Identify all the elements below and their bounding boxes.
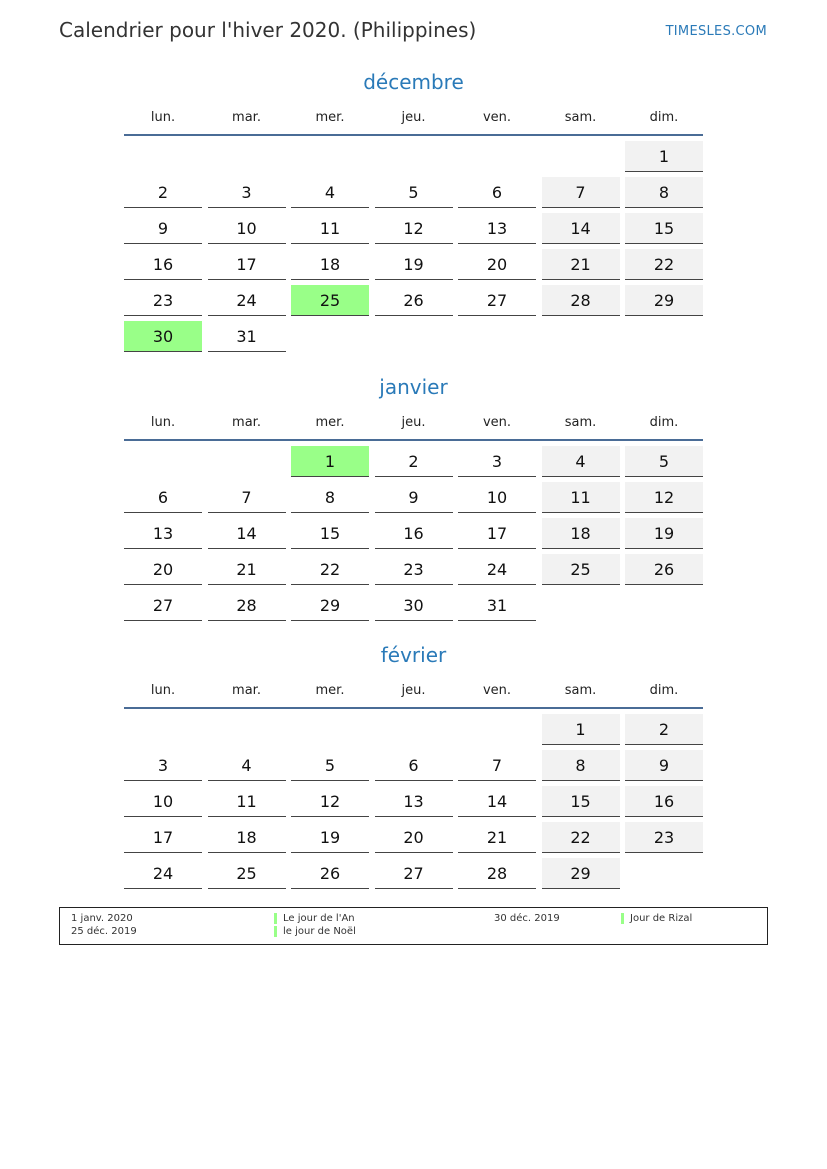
day-cell: 17: [124, 822, 202, 853]
week-row: [124, 786, 703, 822]
weekday-label: sam.: [564, 414, 597, 430]
day-cell: 25: [542, 554, 620, 585]
week-row: [124, 482, 703, 518]
empty-cell: [542, 141, 620, 171]
holiday-day-cell: 25: [291, 285, 369, 316]
day-cell: 10: [458, 482, 536, 513]
day-cell: 2: [124, 177, 202, 208]
day-cell: 12: [291, 786, 369, 817]
day-cell: 8: [625, 177, 703, 208]
day-cell: 20: [375, 822, 453, 853]
day-cell: 30: [375, 590, 453, 621]
day-cell: 5: [291, 750, 369, 781]
day-cell: 11: [208, 786, 286, 817]
weekday-label: jeu.: [401, 414, 426, 430]
day-cell: 18: [542, 518, 620, 549]
day-cell: 17: [458, 518, 536, 549]
day-cell: 12: [625, 482, 703, 513]
week-row: [124, 554, 703, 590]
week-row: [124, 141, 703, 177]
day-cell: 13: [458, 213, 536, 244]
week-row: [124, 750, 703, 786]
day-cell: 4: [542, 446, 620, 477]
day-cell: 20: [124, 554, 202, 585]
day-cell: 3: [208, 177, 286, 208]
day-cell: 14: [208, 518, 286, 549]
day-cell: 27: [375, 858, 453, 889]
month-january: [124, 373, 703, 626]
weekday-label: ven.: [482, 682, 512, 698]
empty-cell: [124, 446, 202, 476]
day-cell: 19: [625, 518, 703, 549]
day-cell: 6: [375, 750, 453, 781]
empty-cell: [375, 141, 453, 171]
day-cell: 16: [625, 786, 703, 817]
day-cell: 21: [542, 249, 620, 280]
day-cell: 3: [458, 446, 536, 477]
week-row: [124, 518, 703, 554]
legend-holiday-name: Le jour de l'An: [274, 913, 355, 924]
empty-cell: [291, 714, 369, 744]
weekday-label: lun.: [150, 414, 176, 430]
month-grid: [124, 441, 703, 626]
day-cell: 6: [124, 482, 202, 513]
weekday-label: mer.: [315, 682, 345, 698]
weekday-header: [124, 673, 703, 709]
month-grid: [124, 136, 703, 357]
month-february: [124, 641, 703, 894]
day-cell: 27: [458, 285, 536, 316]
weekday-label: mer.: [315, 414, 345, 430]
week-row: [124, 285, 703, 321]
day-cell: 4: [291, 177, 369, 208]
day-cell: 11: [542, 482, 620, 513]
day-cell: 24: [124, 858, 202, 889]
day-cell: 28: [458, 858, 536, 889]
day-cell: 12: [375, 213, 453, 244]
day-cell: 13: [124, 518, 202, 549]
week-row: [124, 321, 703, 357]
day-cell: 25: [208, 858, 286, 889]
day-cell: 22: [542, 822, 620, 853]
day-cell: 9: [375, 482, 453, 513]
day-cell: 8: [291, 482, 369, 513]
day-cell: 16: [375, 518, 453, 549]
month-title: janvier: [379, 375, 448, 399]
day-cell: 3: [124, 750, 202, 781]
legend-date: 30 déc. 2019: [494, 913, 560, 924]
day-cell: 23: [625, 822, 703, 853]
day-cell: 13: [375, 786, 453, 817]
legend-date: 1 janv. 2020: [71, 913, 133, 924]
week-row: [124, 714, 703, 750]
day-cell: 7: [542, 177, 620, 208]
week-row: [124, 177, 703, 213]
weekday-header: [124, 100, 703, 136]
empty-cell: [458, 141, 536, 171]
week-row: [124, 213, 703, 249]
day-cell: 22: [291, 554, 369, 585]
weekday-label: mer.: [315, 109, 345, 125]
day-cell: 16: [124, 249, 202, 280]
page-title: Calendrier pour l'hiver 2020. (Philippines): [59, 18, 477, 42]
day-cell: 24: [458, 554, 536, 585]
day-cell: 10: [208, 213, 286, 244]
holiday-legend: [59, 907, 768, 945]
day-cell: 20: [458, 249, 536, 280]
empty-cell: [208, 714, 286, 744]
weekday-label: dim.: [649, 414, 679, 430]
day-cell: 18: [208, 822, 286, 853]
day-cell: 11: [291, 213, 369, 244]
legend-holiday-name: le jour de Noël: [274, 926, 356, 937]
week-row: [124, 590, 703, 626]
weekday-label: mar.: [232, 109, 261, 125]
month-title: février: [380, 643, 447, 667]
day-cell: 22: [625, 249, 703, 280]
holiday-day-cell: 1: [291, 446, 369, 477]
day-cell: 8: [542, 750, 620, 781]
empty-cell: [124, 141, 202, 171]
day-cell: 7: [208, 482, 286, 513]
day-cell: 29: [542, 858, 620, 889]
empty-cell: [208, 141, 286, 171]
day-cell: 15: [291, 518, 369, 549]
day-cell: 1: [625, 141, 703, 172]
empty-cell: [458, 714, 536, 744]
legend-holiday-name: Jour de Rizal: [621, 913, 692, 924]
weekday-label: sam.: [564, 682, 597, 698]
day-cell: 31: [458, 590, 536, 621]
day-cell: 14: [542, 213, 620, 244]
day-cell: 2: [625, 714, 703, 745]
month-grid: [124, 709, 703, 894]
day-cell: 23: [124, 285, 202, 316]
weekday-label: ven.: [482, 414, 512, 430]
weekday-label: jeu.: [401, 682, 426, 698]
empty-cell: [291, 141, 369, 171]
day-cell: 10: [124, 786, 202, 817]
day-cell: 29: [625, 285, 703, 316]
day-cell: 1: [542, 714, 620, 745]
month-december: [124, 68, 703, 357]
day-cell: 9: [625, 750, 703, 781]
day-cell: 9: [124, 213, 202, 244]
day-cell: 15: [542, 786, 620, 817]
day-cell: 23: [375, 554, 453, 585]
day-cell: 17: [208, 249, 286, 280]
weekday-label: mar.: [232, 682, 261, 698]
empty-cell: [208, 446, 286, 476]
week-row: [124, 249, 703, 285]
day-cell: 28: [208, 590, 286, 621]
day-cell: 21: [458, 822, 536, 853]
weekday-label: dim.: [649, 109, 679, 125]
day-cell: 19: [375, 249, 453, 280]
weekday-label: lun.: [150, 682, 176, 698]
day-cell: 7: [458, 750, 536, 781]
weekday-label: mar.: [232, 414, 261, 430]
day-cell: 27: [124, 590, 202, 621]
day-cell: 21: [208, 554, 286, 585]
day-cell: 29: [291, 590, 369, 621]
day-cell: 26: [291, 858, 369, 889]
day-cell: 26: [375, 285, 453, 316]
weekday-header: [124, 405, 703, 441]
day-cell: 2: [375, 446, 453, 477]
weekday-label: jeu.: [401, 109, 426, 125]
week-row: [124, 822, 703, 858]
day-cell: 14: [458, 786, 536, 817]
weekday-label: ven.: [482, 109, 512, 125]
day-cell: 5: [375, 177, 453, 208]
legend-date: 25 déc. 2019: [71, 926, 137, 937]
week-row: [124, 858, 703, 894]
day-cell: 4: [208, 750, 286, 781]
weekday-label: dim.: [649, 682, 679, 698]
week-row: [124, 446, 703, 482]
day-cell: 31: [208, 321, 286, 352]
empty-cell: [124, 714, 202, 744]
weekday-label: sam.: [564, 109, 597, 125]
weekday-label: lun.: [150, 109, 176, 125]
day-cell: 6: [458, 177, 536, 208]
day-cell: 28: [542, 285, 620, 316]
empty-cell: [375, 714, 453, 744]
day-cell: 18: [291, 249, 369, 280]
day-cell: 26: [625, 554, 703, 585]
day-cell: 24: [208, 285, 286, 316]
holiday-day-cell: 30: [124, 321, 202, 352]
day-cell: 19: [291, 822, 369, 853]
month-title: décembre: [363, 70, 464, 94]
site-link[interactable]: TIMESLES.COM: [665, 24, 767, 39]
day-cell: 5: [625, 446, 703, 477]
day-cell: 15: [625, 213, 703, 244]
